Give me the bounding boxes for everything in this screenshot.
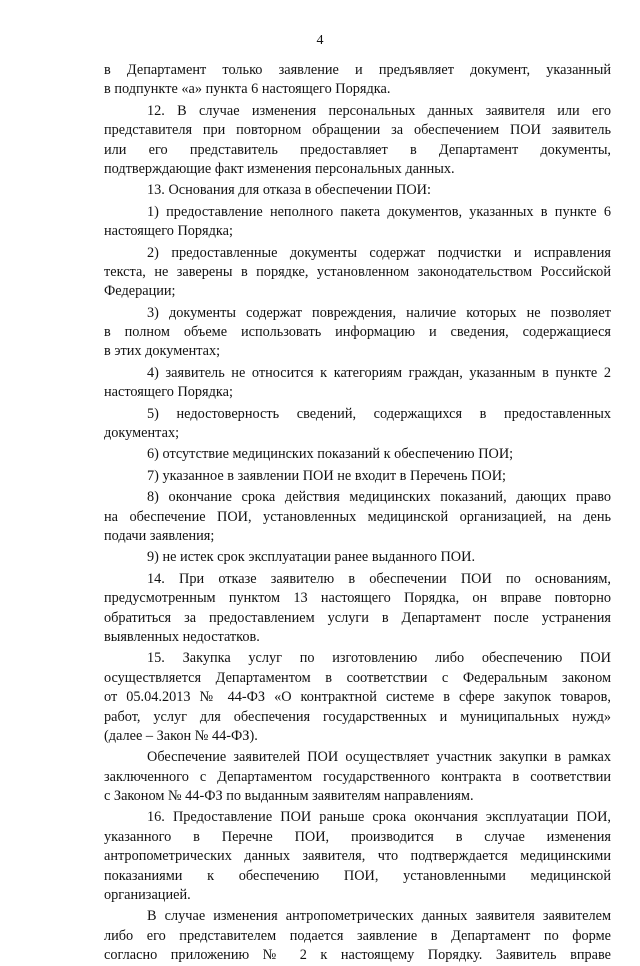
text-line: или его представитель предоставляет в Департамент документы, — [104, 141, 611, 158]
text-line: 7) указанное в заявлении ПОИ не входит в Перечень ПОИ; — [147, 467, 507, 484]
text-line: работ, услуг для обеспечения государственных и муниципальных нужд» — [104, 708, 611, 725]
text-line: обратиться за предоставлением услуги в Департамент после устранения — [104, 609, 611, 626]
text-line: антропометрических данных заявителя, что подтверждается медицинскими — [104, 848, 611, 865]
text-line: представителя при повторном обращении за обеспечением ПОИ заявитель — [104, 122, 611, 139]
text-line: заключенного с Департаментом государственного контракта в соответствии — [104, 768, 611, 785]
text-line: 16. Предоставление ПОИ раньше срока окончания эксплуатации ПОИ, — [147, 809, 611, 826]
text-line: показаниями к обеспечению ПОИ, установленными медицинской — [104, 867, 611, 884]
text-line: документах; — [104, 425, 180, 442]
text-line: 4) заявитель не относится к категориям граждан, указанным в пункте 2 — [147, 364, 611, 381]
text-line: В случае изменения антропометрических данных заявителя заявителем — [147, 908, 611, 925]
text-line: (далее – Закон № 44-ФЗ). — [104, 727, 258, 744]
text-line: в подпункте «а» пункта 6 настоящего Порядка. — [104, 81, 391, 98]
text-line: 3) документы содержат повреждения, наличие которых не позволяет — [147, 304, 611, 321]
text-line: от 05.04.2013 № 44-ФЗ «О контрактной системе в сфере закупок товаров, — [104, 689, 611, 706]
text-line: 15. Закупка услуг по изготовлению либо обеспечению ПОИ — [147, 650, 611, 667]
text-line: 2) предоставленные документы содержат подчистки и исправления — [147, 244, 611, 261]
text-line: организацией. — [104, 887, 191, 904]
text-line: с Законом № 44-ФЗ по выданным заявителям направлениям. — [104, 788, 474, 805]
text-line: 14. При отказе заявителю в обеспечении ПОИ по основаниям, — [147, 570, 611, 587]
text-line: осуществляется Департаментом в соответствии с Федеральным законом — [104, 669, 611, 686]
text-line: 12. В случае изменения персональных данных заявителя или его — [147, 102, 611, 119]
text-line: 9) не истек срок эксплуатации ранее выданного ПОИ. — [147, 549, 476, 566]
text-line: 5) недостоверность сведений, содержащихся в предоставленных — [147, 405, 611, 422]
text-line: согласно приложению № 2 к настоящему Порядку. Заявитель вправе — [104, 947, 611, 964]
text-line: настоящего Порядка; — [104, 223, 233, 240]
text-line: в полном объеме использовать информацию и сведения, содержащиеся — [104, 324, 611, 341]
text-line: подачи заявления; — [104, 527, 215, 544]
text-line: настоящего Порядка; — [104, 384, 233, 401]
text-line: на обеспечение ПОИ, установленных медицинской организацией, на день — [104, 508, 611, 525]
text-line: выявленных недостатков. — [104, 628, 260, 645]
text-line: подтверждающие факт изменения персональных данных. — [104, 160, 455, 177]
text-line: 6) отсутствие медицинских показаний к обеспечению ПОИ; — [147, 446, 514, 463]
text-line: указанного в Перечне ПОИ, производится в случае изменения — [104, 828, 611, 845]
text-line: либо его представителем подается заявление в Департамент по форме — [104, 927, 611, 944]
text-line: Федерации; — [104, 283, 176, 300]
text-line: Обеспечение заявителей ПОИ осуществляет участник закупки в рамках — [147, 749, 611, 766]
text-line: 8) окончание срока действия медицинских показаний, дающих право — [147, 489, 611, 506]
text-line: в этих документах; — [104, 343, 221, 360]
page-number: 4 — [316, 33, 324, 48]
text-line: 13. Основания для отказа в обеспечении ПОИ: — [147, 182, 431, 199]
text-line: в Департамент только заявление и предъявляет документ, указанный — [104, 62, 611, 78]
document-body — [104, 61, 611, 966]
text-line: текста, не заверены в порядке, установленном законодательством Российской — [104, 263, 611, 280]
text-line: 1) предоставление неполного пакета документов, указанных в пункте 6 — [147, 203, 611, 220]
text-line: предусмотренным пунктом 13 настоящего Порядка, он вправе повторно — [104, 590, 611, 607]
